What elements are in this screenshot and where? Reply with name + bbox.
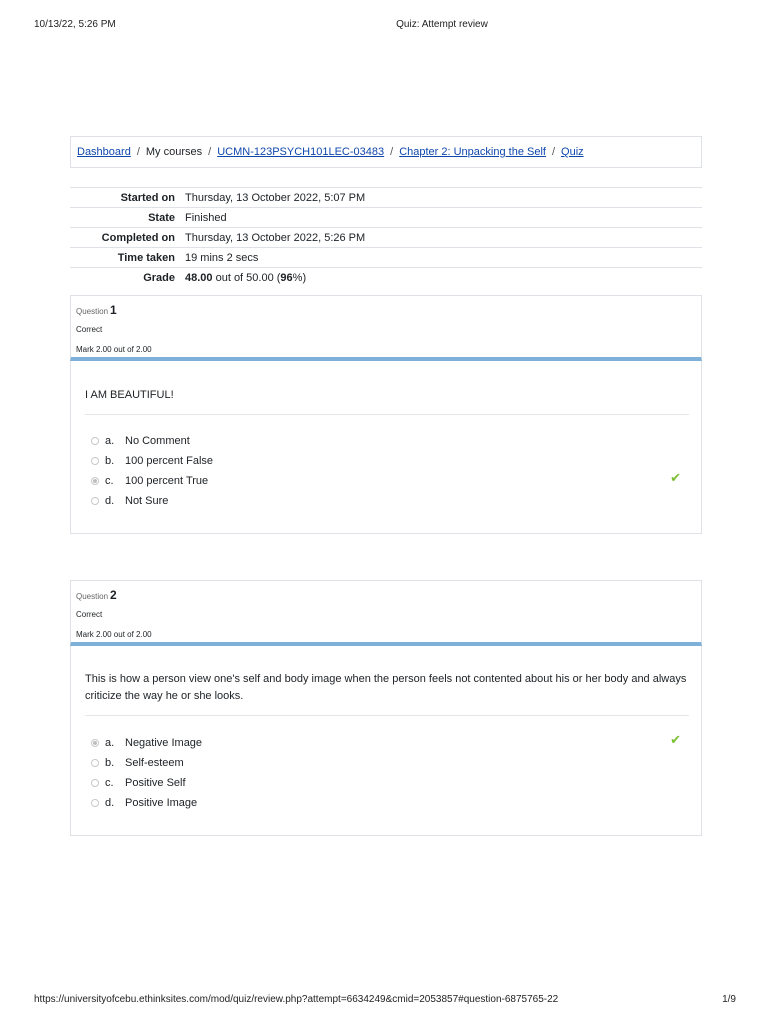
answer-option[interactable] bbox=[91, 773, 202, 793]
answer-letter: b. bbox=[105, 455, 115, 467]
answer-text: Positive Image bbox=[125, 797, 198, 809]
question-mark: Mark 2.00 out of 2.00 bbox=[76, 345, 152, 354]
question-number-value: 2 bbox=[110, 588, 117, 602]
summary-value: Thursday, 13 October 2022, 5:26 PM bbox=[185, 231, 366, 244]
answer-text: Not Sure bbox=[125, 495, 169, 507]
summary-label: Started on bbox=[120, 191, 175, 204]
summary-label: Grade bbox=[143, 271, 175, 284]
attempt-summary-table bbox=[70, 187, 702, 287]
breadcrumb-my-courses: My courses bbox=[145, 146, 203, 158]
answer-letter: c. bbox=[105, 475, 114, 487]
answer-option[interactable] bbox=[91, 793, 202, 813]
summary-grade-value bbox=[185, 272, 702, 284]
answer-letter: a. bbox=[105, 435, 115, 447]
answer-option[interactable] bbox=[91, 431, 213, 451]
breadcrumb-course-link[interactable]: UCMN-123PSYCH101LEC-03483 bbox=[217, 146, 385, 158]
breadcrumb-separator: / bbox=[208, 146, 212, 158]
radio-button-selected[interactable] bbox=[91, 477, 99, 485]
radio-button-selected[interactable] bbox=[91, 739, 99, 747]
grade-score: 48.00 bbox=[185, 271, 213, 284]
check-icon: ✔ bbox=[670, 732, 681, 747]
summary-value: 19 mins 2 secs bbox=[185, 251, 259, 264]
radio-button[interactable] bbox=[91, 457, 99, 465]
print-page-number: 1/9 bbox=[722, 994, 736, 1005]
question-number bbox=[76, 588, 117, 602]
answer-letter: a. bbox=[105, 737, 115, 749]
answer-text: 100 percent False bbox=[125, 455, 214, 467]
question-prefix: Question bbox=[76, 592, 109, 601]
radio-button[interactable] bbox=[91, 759, 99, 767]
answer-option[interactable] bbox=[91, 733, 202, 753]
question-text: This is how a person view one's self and body image when the person feels not contented about his or her body and always criticize the way he or she looks. bbox=[85, 671, 689, 716]
radio-button[interactable] bbox=[91, 437, 99, 445]
summary-label: State bbox=[148, 211, 175, 224]
answer-text: Negative Image bbox=[125, 737, 203, 749]
answer-text: 100 percent True bbox=[125, 475, 209, 487]
grade-close: %) bbox=[292, 271, 307, 284]
question-state: Correct bbox=[76, 610, 103, 619]
summary-row-time-taken bbox=[70, 248, 702, 268]
summary-row-state bbox=[70, 208, 702, 228]
question-state: Correct bbox=[76, 325, 103, 334]
breadcrumb-separator: / bbox=[551, 146, 556, 158]
summary-label: Completed on bbox=[101, 231, 175, 244]
breadcrumb bbox=[70, 136, 702, 168]
breadcrumb-dashboard-link[interactable]: Dashboard bbox=[77, 146, 131, 158]
answer-text: Positive Self bbox=[125, 777, 186, 789]
question-info bbox=[70, 295, 702, 361]
radio-button[interactable] bbox=[91, 779, 99, 787]
answer-option[interactable] bbox=[91, 491, 213, 511]
grade-out-of: out of 50.00 ( bbox=[215, 271, 281, 284]
question-prefix: Question bbox=[76, 307, 109, 316]
summary-row-completed-on bbox=[70, 228, 702, 248]
answer-letter: c. bbox=[105, 777, 114, 789]
question-content bbox=[70, 361, 702, 534]
print-url: https://universityofcebu.ethinksites.com/mod/quiz/review.php?attempt=6634249&cmid=2053857#question-6875765-22 bbox=[34, 994, 559, 1005]
answer-text: Self-esteem bbox=[125, 757, 184, 769]
breadcrumb-quiz-link[interactable]: Quiz bbox=[561, 146, 584, 158]
summary-value: Thursday, 13 October 2022, 5:07 PM bbox=[185, 191, 366, 204]
breadcrumb-separator: / bbox=[390, 146, 394, 158]
summary-row-grade bbox=[70, 268, 702, 287]
summary-value: Finished bbox=[185, 211, 227, 224]
breadcrumb-separator: / bbox=[136, 146, 140, 158]
grade-percent: 96 bbox=[280, 271, 293, 284]
radio-button[interactable] bbox=[91, 799, 99, 807]
summary-row-started-on bbox=[70, 188, 702, 208]
breadcrumb-chapter-link[interactable]: Chapter 2: Unpacking the Self bbox=[399, 146, 546, 158]
print-title: Quiz: Attempt review bbox=[396, 19, 488, 30]
question-info bbox=[70, 580, 702, 646]
question-number bbox=[76, 303, 117, 317]
answer-list bbox=[91, 431, 213, 511]
radio-button[interactable] bbox=[91, 497, 99, 505]
answer-letter: d. bbox=[105, 495, 115, 507]
answer-text: No Comment bbox=[125, 435, 190, 447]
answer-option[interactable] bbox=[91, 753, 202, 773]
summary-label: Time taken bbox=[117, 251, 175, 264]
question-text: I AM BEAUTIFUL! bbox=[85, 387, 689, 415]
print-date: 10/13/22, 5:26 PM bbox=[34, 19, 116, 30]
check-icon: ✔ bbox=[670, 470, 681, 485]
answer-list bbox=[91, 733, 202, 813]
question-number-value: 1 bbox=[110, 303, 117, 317]
answer-option[interactable] bbox=[91, 451, 213, 471]
question-mark: Mark 2.00 out of 2.00 bbox=[76, 630, 152, 639]
answer-option[interactable] bbox=[91, 471, 213, 491]
answer-letter: b. bbox=[105, 757, 115, 769]
question-content bbox=[70, 646, 702, 836]
answer-letter: d. bbox=[105, 797, 115, 809]
